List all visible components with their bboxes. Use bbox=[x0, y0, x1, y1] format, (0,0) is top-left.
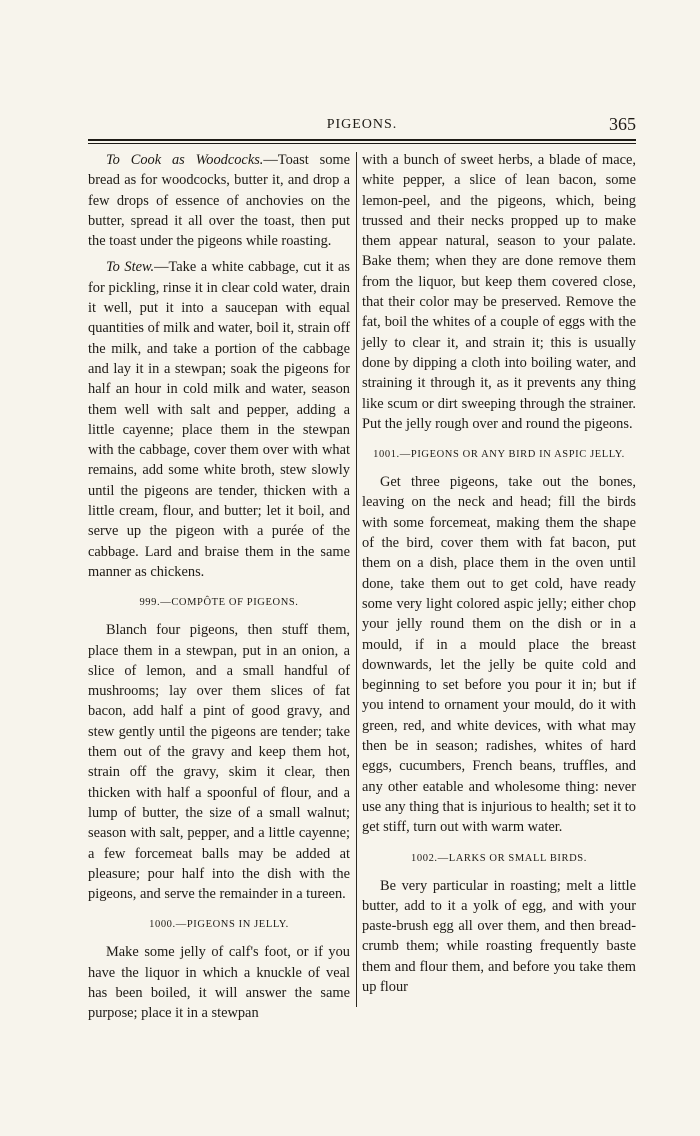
recipe-title-999: 999.—COMPÔTE OF PIGEONS. bbox=[139, 597, 299, 609]
paragraph-aspic-jelly: Get three pigeons, take out the bones, leaving on the neck and head; fill the birds with some forcemeat, making them the shape of the bird, cover them with fat bacon, put them on a dish, place them in the oven until done, take them out to get cold, have ready some very light colored aspic jelly; either chop your jelly round them on the dish or in a mould, if in a mould place the breast downwards, let the jelly be quite cold and beginning to set before you pour it in; but if you intend to ornament your mould, do it with green, red, and white devices, with what may then be in season; radishes, whites of hard eggs, cucumbers, French beans, truffles, and any other eatable and wholesome thing: never use any thing that is injurious to health; set it to get stiff, turn out with warm water. bbox=[362, 474, 636, 836]
recipe-title-1000: 1000.—PIGEONS IN JELLY. bbox=[149, 919, 289, 931]
right-column bbox=[362, 150, 636, 997]
paragraph-lead: To Cook as Woodcocks. bbox=[106, 152, 264, 168]
recipe-title-1002: 1002.—LARKS OR SMALL BIRDS. bbox=[411, 852, 587, 864]
page-number: 365 bbox=[609, 114, 636, 134]
paragraph-text: —Take a white cabbage, cut it as for pickling, rinse it in clear cold water, drain it well, put it into a saucepan with equal quantities of milk and water, boil it, strain off the milk, and take a portion of the cabbage and lay it in a stewpan; soak the pigeons for half an hour in cold milk and water, season them well with salt and pepper, adding a little cayenne; place them in the stewpan with the cabbage, cover them over with what remains, add some white broth, stew slowly until the pigeons are tender, thicken with a little cream, flour, and butter; let it boil, and serve up the pigeon with a purée of the cabbage. Lard and braise them in the same manner as chickens. bbox=[88, 259, 351, 580]
paragraph-compote-of-pigeons: Blanch four pigeons, then stuff them, place them in a stewpan, put in an onion, a slice of lemon, and a small handful of mushrooms; lay over them slices of fat bacon, add half a pint of good gravy, and stew gently until the pigeons are tender; take them out of the gravy and keep them hot, strain off the gravy, skim it clear, then thicken with half a spoonful of flour, and a lump of butter, the size of a small walnut; season with salt, pepper, and a little cayenne; a few forcemeat balls may be added at pleasure; pour half into the dish with the pigeons, and serve the remainder in a tureen. bbox=[88, 622, 350, 903]
paragraph-larks: Be very particular in roasting; melt a little butter, add to it a yolk of egg, and with your paste-brush egg all over them, and then bread-crumb them; while roasting frequently baste them and flour them, and before you take them up flour bbox=[362, 877, 636, 995]
paragraph-lead: To Stew. bbox=[106, 259, 155, 276]
header-rule-thick bbox=[88, 139, 636, 141]
paragraph-jelly-continued: with a bunch of sweet herbs, a blade of mace, white pepper, a slice of lean bacon, some lemon-peel, and the pigeons, which, being trussed and their necks propped up to make them appear natural, season to your palate. Bake them; when they are done remove them from the liquor, but keep them covered close, that their color may be preserved. Remove the fat, boil the whites of a couple of eggs with the jelly to clear it, and strain it; this is usually done by dipping a cloth into boiling water, and straining it through it, as it prevents any thing like scum or dirt sweeping through the strainer. Put the jelly rough over and round the pigeons. bbox=[362, 152, 636, 432]
header-rule-thin bbox=[88, 143, 636, 144]
paragraph-to-stew bbox=[88, 257, 350, 582]
paragraph-cook-as-woodcocks bbox=[88, 150, 350, 251]
recipe-title-1001: 1001.—PIGEONS OR ANY BIRD IN ASPIC JELLY. bbox=[373, 449, 625, 461]
paragraph-pigeons-in-jelly: Make some jelly of calf's foot, or if you have the liquor in which a knuckle of veal has been boiled, it will answer the same purpose; place it in a stewpan bbox=[88, 944, 350, 1022]
paragraph-text: —Toast some bread as for woodcocks, butter it, and drop a few drops of essence of anchovies on the butter, spread it all over the toast, then put the toast under the pigeons while roasting. bbox=[88, 152, 350, 250]
running-head: PIGEONS. bbox=[326, 117, 398, 132]
page-header bbox=[88, 114, 636, 138]
left-column bbox=[88, 150, 350, 1024]
column-divider bbox=[356, 152, 357, 1007]
